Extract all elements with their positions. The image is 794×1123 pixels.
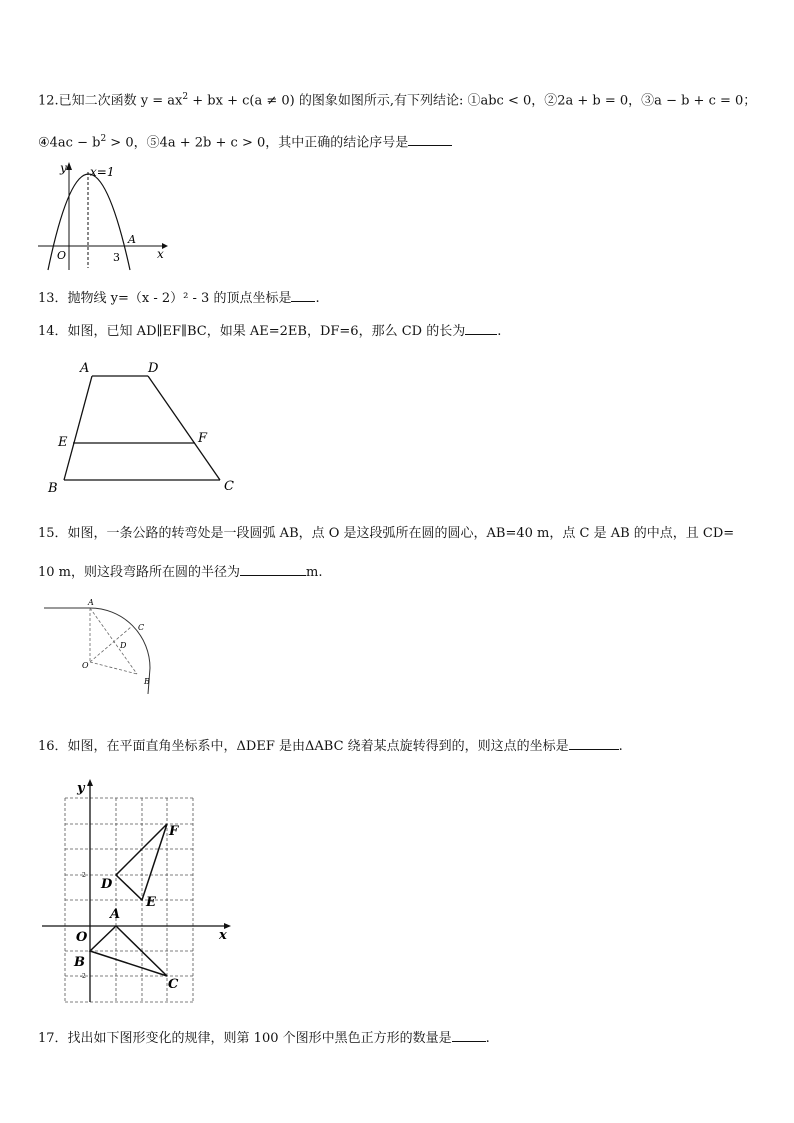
- q12-origin-label: O: [57, 249, 67, 262]
- q15-label-d: D: [120, 641, 127, 650]
- q13-answer-blank: [291, 289, 315, 302]
- q12-point-a-label: A: [128, 233, 136, 246]
- q15-label-o: O: [82, 661, 89, 670]
- q15-label-c: C: [138, 623, 145, 632]
- q16-label-e: E: [146, 895, 156, 910]
- q16-line: 16．如图，在平面直角坐标系中，ΔDEF 是由ΔABC 绕着某点旋转得到的，则这点的坐标是 .: [38, 739, 623, 754]
- q14-label-d: D: [148, 361, 159, 376]
- q12-three-label: 3: [113, 251, 120, 264]
- q12-axis-label: x=1: [90, 165, 115, 179]
- q16-tick-neg: -2: [80, 973, 86, 980]
- q14-trapezoid-figure: [44, 356, 244, 496]
- q16-label-c: C: [168, 977, 179, 992]
- q13-line: 13．抛物线 y=（x - 2）² - 3 的顶点坐标是 .: [38, 291, 320, 306]
- q12-parabola-figure: [34, 158, 174, 278]
- q16-coordinate-figure: [40, 776, 240, 1006]
- q16-label-a: A: [110, 907, 121, 922]
- q15-line2: 10 m，则这段弯路所在圆的半径为 m.: [38, 565, 323, 580]
- q14-label-b: B: [48, 481, 58, 496]
- q17-answer-blank: [452, 1029, 486, 1042]
- q17-line: 17．找出如下图形变化的规律，则第 100 个图形中黑色正方形的数量是 .: [38, 1031, 490, 1046]
- q14-label-c: C: [224, 479, 234, 494]
- q14-answer-blank: [465, 322, 497, 335]
- q16-origin-label: O: [76, 930, 88, 945]
- q12-answer-blank: [408, 133, 452, 146]
- q14-label-a: A: [80, 361, 90, 376]
- q15-line1: 15．如图，一条公路的转弯处是一段圆弧 AB，点 O 是这段弧所在圆的圆心，AB=40 m，点 C 是 AB 的中点，且 CD=: [38, 526, 735, 541]
- q16-tick-pos: 2: [82, 872, 86, 879]
- q12-y-label: y: [60, 161, 67, 175]
- q14-line: 14．如图，已知 AD∥EF∥BC，如果 AE=2EB，DF=6，那么 CD 的长为 .: [38, 324, 502, 339]
- q16-label-d: D: [101, 877, 113, 892]
- q15-label-b: B: [144, 677, 150, 686]
- q12-line2: ④4ac − $b^2 > 0$，⑤4a + 2b + c > 0，其中正确的结论序号是: [38, 130, 452, 152]
- q16-y-label: y: [77, 781, 85, 796]
- q12-line1: 12.已知二次函数 $y = ax^2$ + bx + c(a ≠ 0) 的图象如图所示,有下列结论: ①abc < 0，②2a + b = 0，③a − b + c = 0；: [38, 92, 757, 109]
- q16-answer-blank: [569, 737, 619, 750]
- q14-label-e: E: [58, 435, 68, 450]
- q16-x-label: x: [219, 928, 227, 943]
- q16-label-f: F: [169, 824, 179, 839]
- q15-answer-blank: [240, 563, 306, 576]
- q14-label-f: F: [198, 431, 208, 446]
- q15-label-a: A: [88, 598, 94, 607]
- q15-road-arc-figure: [42, 598, 172, 698]
- q12-x-label: x: [157, 247, 164, 261]
- q16-label-b: B: [74, 955, 85, 970]
